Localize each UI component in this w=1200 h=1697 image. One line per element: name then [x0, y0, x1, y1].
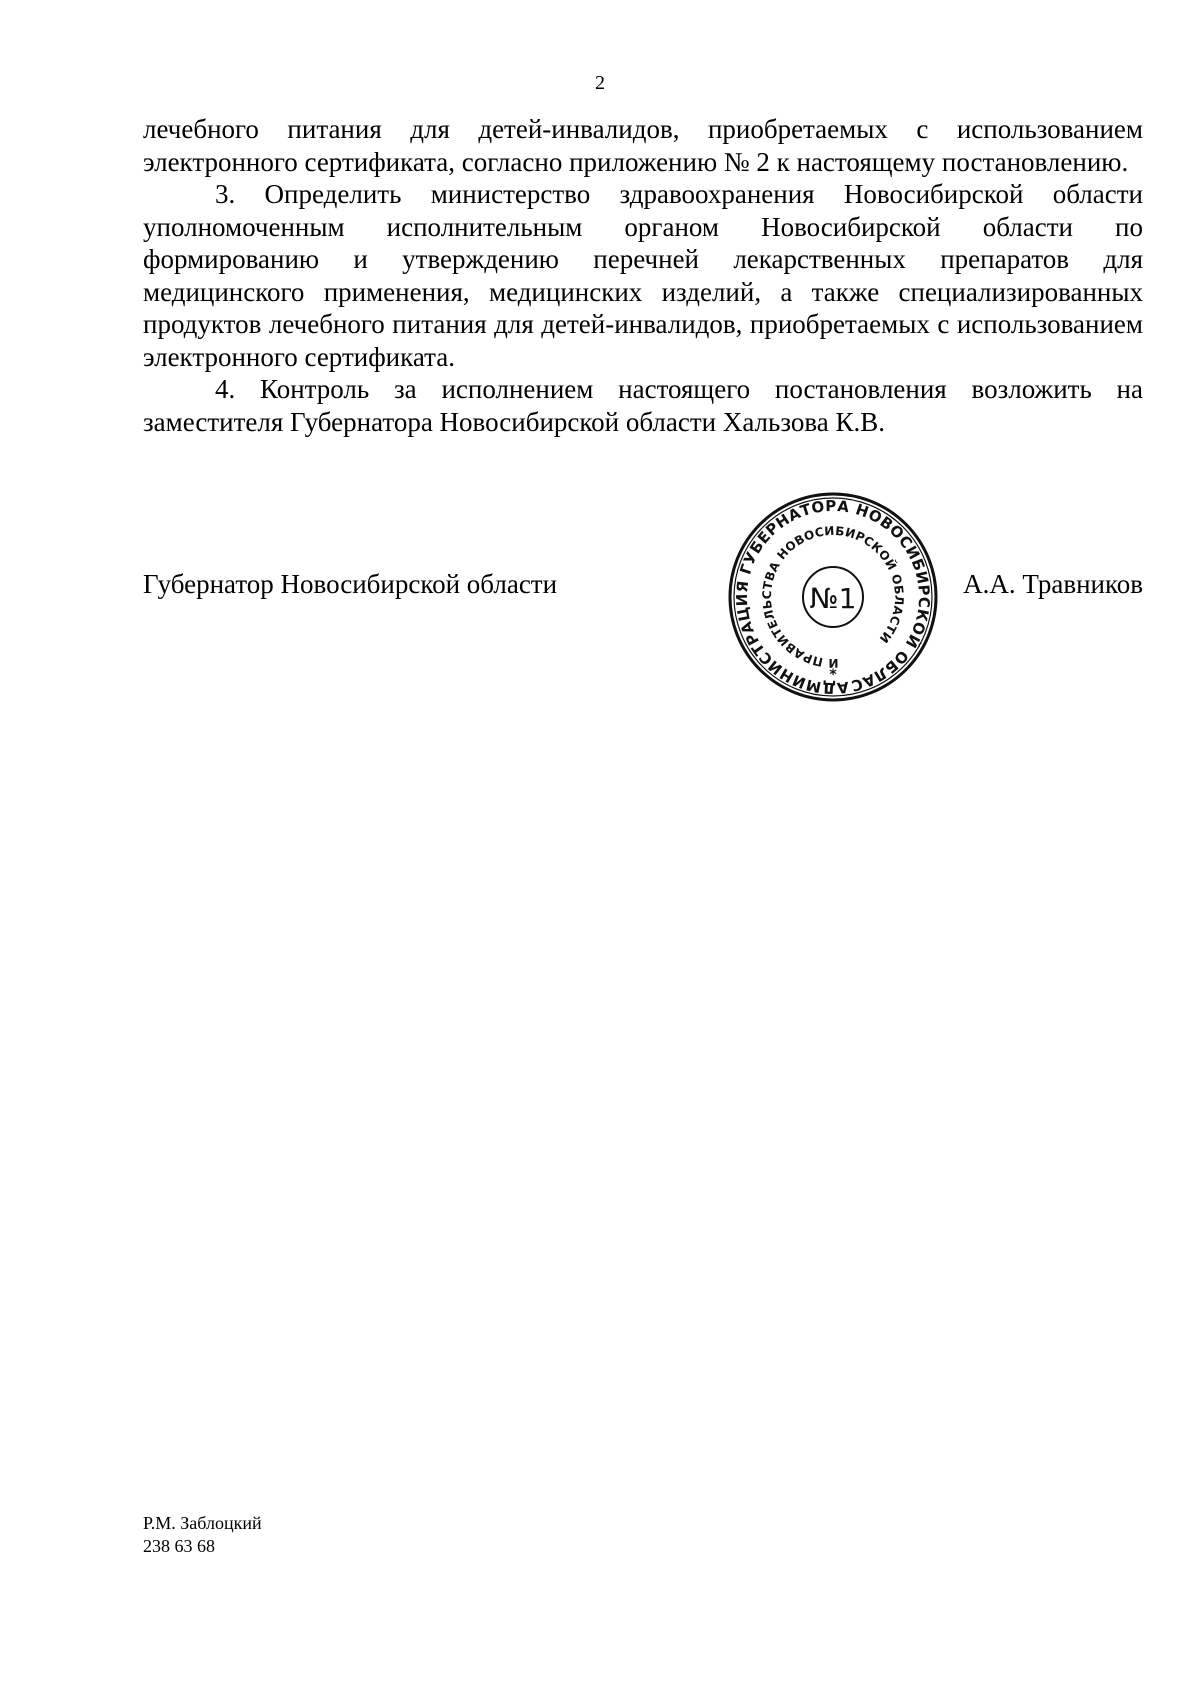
page-number: 2 — [595, 72, 605, 94]
paragraph-item-3: 3. Определить министерство здравоохранения Новосибирской области уполномоченным исполнительным органом Новосибирской области по формированию и утверждению перечней лекарственных препаратов для медицинского применения, медицинских изделий, а также специализированных продуктов лечебного питания для детей-инвалидов, приобретаемых с использованием электронного сертификата. — [143, 179, 1143, 372]
official-stamp-seal — [727, 491, 939, 703]
stamp-outer-text: АДМИНИСТРАЦИЯ ГУБЕРНАТОРА НОВОСИБИРСКОЙ ОБЛАСТИ — [732, 496, 934, 698]
signer-title: Губернатор Новосибирской области — [143, 569, 558, 599]
paragraph-continuation: лечебного питания для детей-инвалидов, приобретаемых с использованием электронного сертификата, согласно приложению № 2 к настоящему постановлению. — [143, 114, 1143, 177]
document-body — [143, 113, 1143, 438]
executor-phone: 238 63 68 — [143, 1536, 215, 1556]
stamp-inner-text: И ПРАВИТЕЛЬСТВА НОВОСИБИРСКОЙ ОБЛАСТИ — [759, 523, 907, 671]
signer-name: А.А. Травников — [963, 569, 1143, 599]
stamp-number: №1 — [809, 582, 857, 615]
executor-footer — [143, 1512, 262, 1558]
stamp-star-icon: * — [829, 667, 837, 683]
executor-name: Р.М. Заблоцкий — [143, 1513, 262, 1533]
paragraph-item-4: 4. Контроль за исполнением настоящего постановления возложить на заместителя Губернатора Новосибирской области Хальзова К.В. — [143, 374, 1143, 437]
